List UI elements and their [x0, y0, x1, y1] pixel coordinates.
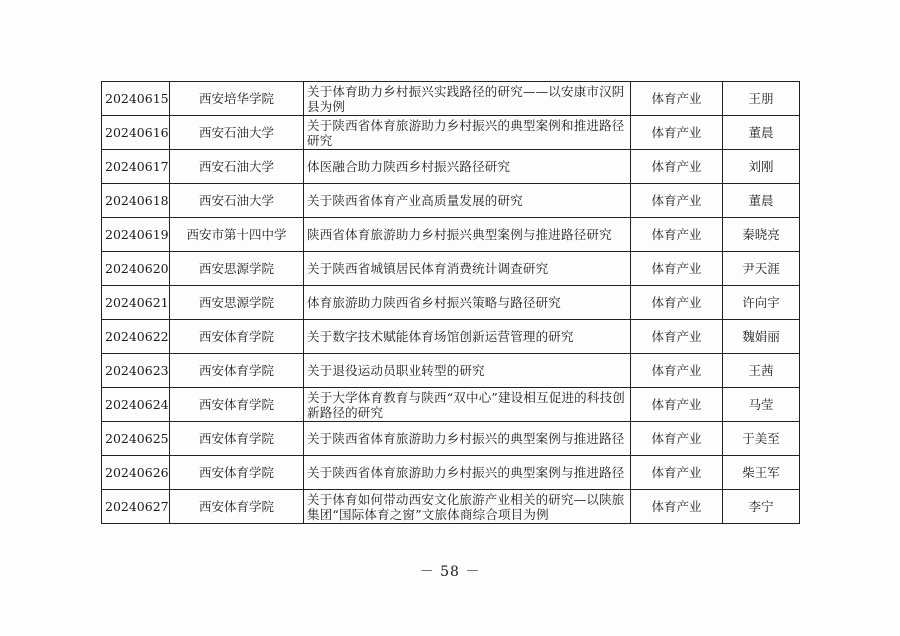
school-cell: 西安培华学院 — [170, 82, 304, 116]
school-cell: 西安石油大学 — [170, 150, 304, 184]
project-title-cell: 关于退役运动员职业转型的研究 — [304, 354, 631, 388]
project-title-cell: 体医融合助力陕西乡村振兴路径研究 — [304, 150, 631, 184]
person-cell: 魏娟丽 — [723, 320, 800, 354]
school-cell: 西安体育学院 — [170, 490, 304, 524]
project-id-cell: 20240619 — [102, 218, 170, 252]
project-title-cell: 关于数字技术赋能体育场馆创新运营管理的研究 — [304, 320, 631, 354]
school-cell: 西安体育学院 — [170, 388, 304, 422]
project-title-cell: 关于陕西省体育旅游助力乡村振兴的典型案例与推进路径 — [304, 422, 631, 456]
person-cell: 许向宇 — [723, 286, 800, 320]
person-cell: 柴王军 — [723, 456, 800, 490]
project-id-cell: 20240620 — [102, 252, 170, 286]
category-cell: 体育产业 — [631, 320, 723, 354]
person-cell: 于美至 — [723, 422, 800, 456]
table-row — [102, 354, 800, 388]
category-cell: 体育产业 — [631, 218, 723, 252]
category-cell: 体育产业 — [631, 184, 723, 218]
school-cell: 西安思源学院 — [170, 252, 304, 286]
project-title-cell: 关于陕西省体育旅游助力乡村振兴的典型案例与推进路径 — [304, 456, 631, 490]
table-row — [102, 320, 800, 354]
project-title-cell: 关于体育助力乡村振兴实践路径的研究——以安康市汉阴县为例 — [304, 82, 631, 116]
table-row — [102, 286, 800, 320]
school-cell: 西安体育学院 — [170, 456, 304, 490]
project-id-cell: 20240617 — [102, 150, 170, 184]
person-cell: 秦晓亮 — [723, 218, 800, 252]
project-id-cell: 20240625 — [102, 422, 170, 456]
category-cell: 体育产业 — [631, 150, 723, 184]
category-cell: 体育产业 — [631, 388, 723, 422]
person-cell: 李宁 — [723, 490, 800, 524]
person-cell: 董晨 — [723, 184, 800, 218]
table-row — [102, 184, 800, 218]
school-cell: 西安体育学院 — [170, 354, 304, 388]
project-title-cell: 体育旅游助力陕西省乡村振兴策略与路径研究 — [304, 286, 631, 320]
project-id-cell: 20240618 — [102, 184, 170, 218]
project-id-cell: 20240615 — [102, 82, 170, 116]
table-row — [102, 456, 800, 490]
category-cell: 体育产业 — [631, 82, 723, 116]
person-cell: 王朋 — [723, 82, 800, 116]
project-id-cell: 20240621 — [102, 286, 170, 320]
category-cell: 体育产业 — [631, 422, 723, 456]
category-cell: 体育产业 — [631, 286, 723, 320]
category-cell: 体育产业 — [631, 354, 723, 388]
page-number: － 58 － — [419, 564, 481, 580]
project-id-cell: 20240626 — [102, 456, 170, 490]
table-row — [102, 116, 800, 150]
school-cell: 西安体育学院 — [170, 422, 304, 456]
category-cell: 体育产业 — [631, 116, 723, 150]
person-cell: 王茜 — [723, 354, 800, 388]
project-title-cell: 关于陕西省城镇居民体育消费统计调查研究 — [304, 252, 631, 286]
project-id-cell: 20240623 — [102, 354, 170, 388]
school-cell: 西安思源学院 — [170, 286, 304, 320]
project-id-cell: 20240624 — [102, 388, 170, 422]
project-title-cell: 关于体育如何带动西安文化旅游产业相关的研究—以陕旅集团“国际体育之窗”文旅体商综合项目为例 — [304, 490, 631, 524]
category-cell: 体育产业 — [631, 252, 723, 286]
project-title-cell: 关于大学体育教育与陕西“双中心”建设相互促进的科技创新路径的研究 — [304, 388, 631, 422]
school-cell: 西安市第十四中学 — [170, 218, 304, 252]
table-row — [102, 388, 800, 422]
school-cell: 西安石油大学 — [170, 184, 304, 218]
person-cell: 尹天涯 — [723, 252, 800, 286]
school-cell: 西安石油大学 — [170, 116, 304, 150]
project-id-cell: 20240616 — [102, 116, 170, 150]
table-row — [102, 82, 800, 116]
table-row — [102, 150, 800, 184]
person-cell: 董晨 — [723, 116, 800, 150]
project-id-cell: 20240627 — [102, 490, 170, 524]
project-title-cell: 关于陕西省体育旅游助力乡村振兴的典型案例和推进路径研究 — [304, 116, 631, 150]
category-cell: 体育产业 — [631, 490, 723, 524]
project-table — [101, 81, 800, 524]
project-title-cell: 陕西省体育旅游助力乡村振兴典型案例与推进路径研究 — [304, 218, 631, 252]
person-cell: 刘刚 — [723, 150, 800, 184]
table-row — [102, 218, 800, 252]
person-cell: 马莹 — [723, 388, 800, 422]
table-row — [102, 490, 800, 524]
project-title-cell: 关于陕西省体育产业高质量发展的研究 — [304, 184, 631, 218]
category-cell: 体育产业 — [631, 456, 723, 490]
school-cell: 西安体育学院 — [170, 320, 304, 354]
table-body — [102, 82, 800, 524]
project-id-cell: 20240622 — [102, 320, 170, 354]
table-row — [102, 422, 800, 456]
table-row — [102, 252, 800, 286]
